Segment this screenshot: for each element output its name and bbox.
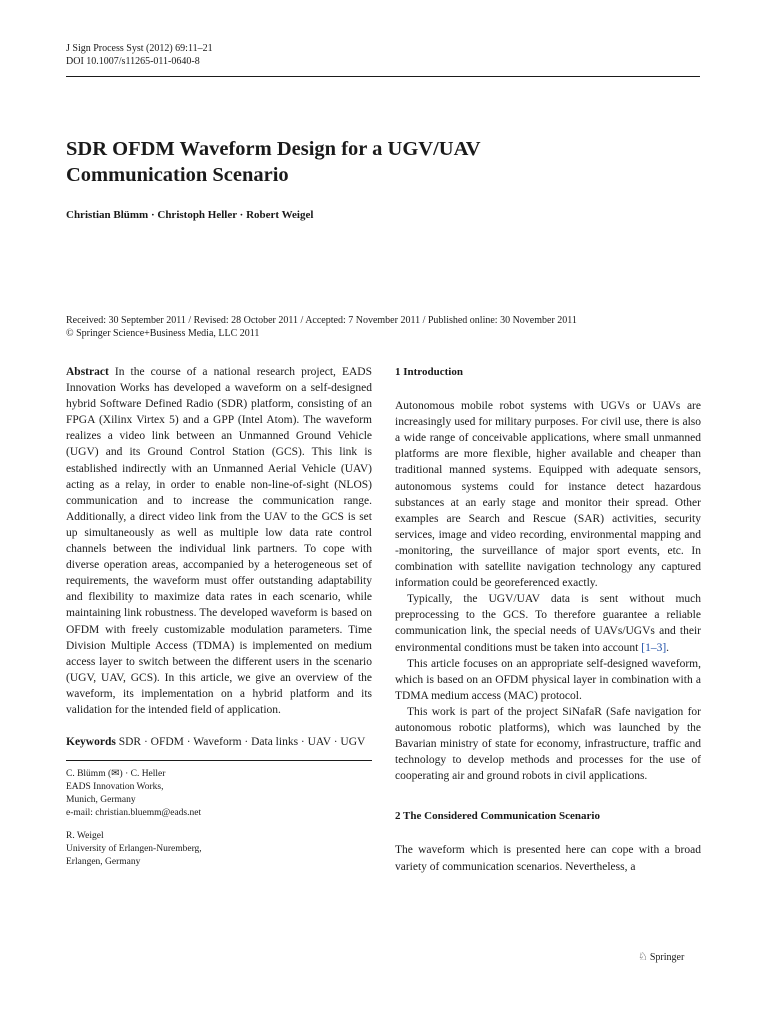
keywords-label: Keywords [66, 736, 116, 749]
publication-history: Received: 30 September 2011 / Revised: 28 October 2011 / Accepted: 7 November 2011 / Published online: 30 November 2011 [66, 315, 577, 326]
right-column [395, 364, 701, 875]
section-1-paragraph-3: This article focuses on an appropriate self-designed waveform, which is based on an OFDM physical layer in combination with a TDMA medium access (MAC) protocol. [395, 657, 701, 702]
publisher-name: Springer [649, 952, 685, 963]
section-1-paragraph-2: Typically, the UGV/UAV data is sent without much preprocessing to the GCS. To therefore guarantee a reliable communication link, the special needs of UAVs/UGVs and their environmental conditions must be taken into account [1–3]. [395, 593, 701, 654]
abstract [66, 364, 372, 718]
keywords-text: SDR · OFDM · Waveform · Data links · UAV · UGV [118, 736, 366, 749]
paper-title [66, 136, 686, 188]
keywords [66, 734, 372, 750]
header-rule [66, 76, 700, 77]
abstract-label: Abstract [66, 366, 109, 378]
affiliation-1-city: Munich, Germany [66, 795, 136, 806]
section-1-paragraph-1: Autonomous mobile robot systems with UGVs or UAVs are increasingly used for military purposes. For civil use, there is also a wide range of conceivable applications, where small unmanned platforms are more flexible, higher available and cheaper than traditional manned systems. Equipped with adequate sensors, autonomous systems could for instance detect hazardous substances at an early stage and monitor their spread. Other examples are Search and Rescue (SAR) activities, security services, image and video recording, environmental mapping and -monitoring, the surveillance of major sport events, etc. In combination with satellite navigation technology any captured information could be georeferenced exactly. [395, 400, 701, 590]
affiliation-1 [66, 767, 372, 820]
author-list: Christian Blümm · Christoph Heller · Robert Weigel [66, 209, 314, 221]
title-line-2: Communication Scenario [66, 164, 289, 186]
title-line-1: SDR OFDM Waveform Design for a UGV/UAV [66, 138, 481, 160]
section-1-heading: 1 Introduction [395, 366, 463, 378]
copyright-notice: © Springer Science+Business Media, LLC 2011 [66, 328, 260, 339]
journal-reference: J Sign Process Syst (2012) 69:11–21 [66, 43, 213, 54]
affiliation-2-org: University of Erlangen-Nuremberg, [66, 844, 202, 855]
affiliation-1-email[interactable]: e-mail: christian.bluemm@eads.net [66, 808, 202, 819]
left-column [66, 364, 372, 869]
affiliation-1-org: EADS Innovation Works, [66, 782, 164, 793]
doi: DOI 10.1007/s11265-011-0640-8 [66, 56, 200, 67]
affiliation-1-names: C. Blümm (✉) · C. Heller [66, 768, 166, 780]
citation-link[interactable]: [1–3] [641, 641, 667, 654]
affiliation-2-name: R. Weigel [66, 831, 104, 842]
affiliation-2-city: Erlangen, Germany [66, 857, 141, 868]
footnote-rule [66, 760, 372, 761]
springer-horse-icon: ♘ [638, 951, 648, 963]
section-2-heading: 2 The Considered Communication Scenario [395, 810, 600, 823]
section-1-paragraph-4: This work is part of the project SiNafaR (Safe navigation for autonomous robotic platforms), which was launched by the Bavarian ministry of state for economy, infrastructure, traffic and technology to develop methods and processes for the use of cooperating air and ground robots in civil applications. [395, 705, 701, 783]
publisher-logo [638, 950, 684, 963]
abstract-text: In the course of a national research project, EADS Innovation Works has developed a waveform on a self-designed hybrid Software Defined Radio (SDR) platform, consisting of an FPGA (Xilinx Virtex 5) and a GPP (Intel Atom). The waveform realizes a video link between an Unmanned Ground Vehicle (UGV) and its Ground Control Station (GCS). This link is established indirectly with an Unmanned Aerial Vehicle (UAV) acting as a relay, in order to enable non-line-of-sight (NLOS) communication and to increase the communication range. Additionally, a direct video link from the UAV to the GCS is set up simultaneously as well as multiple low data rate control channels between the individual link partners. To cope with diverse operation areas, accompanied by a heterogeneous set of requirements, the waveform must offer outstanding adaptability and flexibility to maximize data rates in each scenario, while maintaining link robustness. The developed waveform is based on OFDM with freely customizable modulation parameters. Time Division Multiple Access (TDMA) is implemented on medium access layer to switch between the different users in the scenario (UGV, UAV, GCS). In this article, we give an overview of the waveform, its implementation on a hybrid platform and its validation for the intended field of application. [66, 366, 372, 716]
envelope-icon[interactable]: ✉ [111, 768, 120, 780]
affiliation-2 [66, 830, 372, 869]
section-2-paragraph-1: The waveform which is presented here can cope with a broad variety of communication scenarios. Nevertheless, a [395, 844, 701, 873]
